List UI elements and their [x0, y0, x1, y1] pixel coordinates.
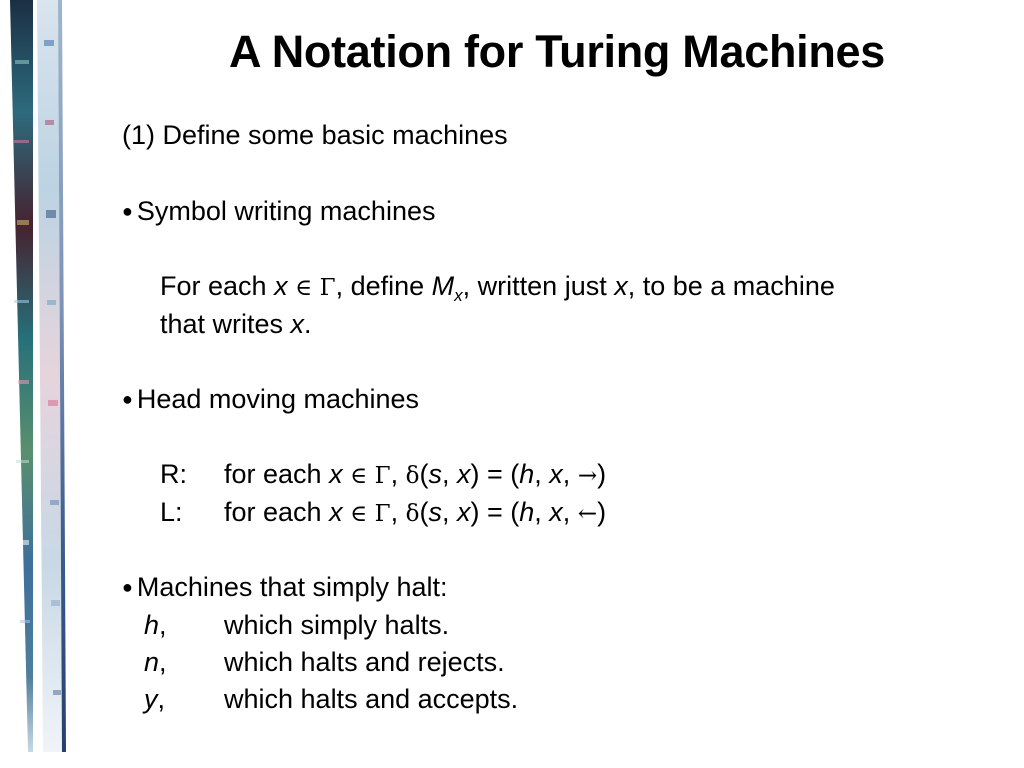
var-x: x — [290, 309, 305, 339]
machine-n-description: which halts and rejects. — [224, 647, 505, 677]
text-for-each: for each — [224, 459, 330, 489]
var-x: x — [614, 271, 628, 301]
var-s: s — [428, 459, 442, 489]
bullet-symbol-writing-title: Symbol writing machines — [136, 196, 436, 226]
comma: , — [390, 497, 406, 527]
symbol-writing-line-1 — [160, 270, 835, 312]
var-y: y — [144, 684, 158, 714]
paren: ( — [419, 497, 429, 527]
delta-symbol: δ — [405, 463, 420, 489]
element-of-symbol: ∈ — [295, 275, 313, 301]
bullet-dot-icon: ● — [122, 389, 133, 409]
var-h: h — [519, 459, 535, 489]
comma: , — [441, 459, 457, 489]
arrow-right-icon: → — [577, 463, 598, 489]
comma: , — [534, 497, 550, 527]
bullet-dot-icon: ● — [122, 577, 133, 597]
delta-symbol: δ — [405, 501, 420, 527]
gamma-symbol: Γ — [374, 463, 391, 489]
var-x: x — [329, 497, 343, 527]
text-for-each: for each — [224, 497, 330, 527]
var-M: M — [431, 271, 455, 301]
text-to-be-a-machine: , to be a machine — [627, 271, 835, 301]
var-x-subscript: x — [454, 286, 463, 305]
machine-L-label: L: — [160, 497, 183, 527]
var-h: h — [519, 497, 535, 527]
bullet-symbol-writing — [122, 195, 435, 227]
var-x: x — [274, 271, 288, 301]
comma: , — [562, 459, 578, 489]
gamma-symbol: Γ — [319, 275, 336, 301]
paren: ( — [419, 459, 429, 489]
machine-h-symbol — [144, 609, 167, 641]
text-define: , define — [335, 271, 432, 301]
machine-L-definition — [224, 496, 606, 530]
text-written-just: , written just — [462, 271, 615, 301]
var-x: x — [549, 459, 563, 489]
paren: ) — [597, 459, 607, 489]
var-x: x — [329, 459, 343, 489]
comma: , — [159, 647, 167, 677]
machine-R-label: R: — [160, 459, 187, 489]
equals: ) = ( — [470, 459, 520, 489]
element-of-symbol: ∈ — [350, 501, 368, 527]
bullet-halting — [122, 571, 448, 603]
text-that-writes: that writes — [160, 309, 291, 339]
text-for-each: For each — [160, 271, 275, 301]
bullet-head-moving-title: Head moving machines — [136, 384, 420, 414]
comma: , — [562, 497, 578, 527]
comma: , — [390, 459, 406, 489]
decorative-strip — [0, 0, 80, 768]
comma: , — [441, 497, 457, 527]
machine-y-description: which halts and accepts. — [224, 684, 519, 714]
var-h: h — [144, 610, 160, 640]
var-x: x — [456, 497, 471, 527]
step-1-line — [122, 119, 508, 151]
comma: , — [159, 610, 167, 640]
var-x: x — [456, 459, 471, 489]
bullet-head-moving — [122, 383, 419, 415]
bullet-dot-icon: ● — [122, 201, 133, 221]
paren: ) — [597, 497, 607, 527]
period: . — [304, 309, 312, 339]
comma: , — [157, 684, 166, 714]
equals: ) = ( — [470, 497, 520, 527]
var-x: x — [549, 497, 563, 527]
machine-R-definition — [224, 458, 606, 492]
var-n: n — [144, 647, 160, 677]
comma: , — [534, 459, 550, 489]
step-1-text: (1) Define some basic machines — [122, 120, 508, 150]
slide-title: A Notation for Turing Machines — [229, 26, 885, 77]
machine-h-description: which simply halts. — [224, 610, 450, 640]
machine-n-symbol — [144, 646, 167, 678]
bullet-halting-title: Machines that simply halt: — [136, 572, 448, 602]
arrow-left-icon: ← — [577, 501, 598, 527]
decorative-strip-graphic — [0, 0, 80, 768]
gamma-symbol: Γ — [374, 501, 391, 527]
element-of-symbol: ∈ — [350, 463, 368, 489]
symbol-writing-line-2 — [160, 308, 312, 340]
var-s: s — [428, 497, 442, 527]
machine-y-symbol — [144, 683, 165, 715]
